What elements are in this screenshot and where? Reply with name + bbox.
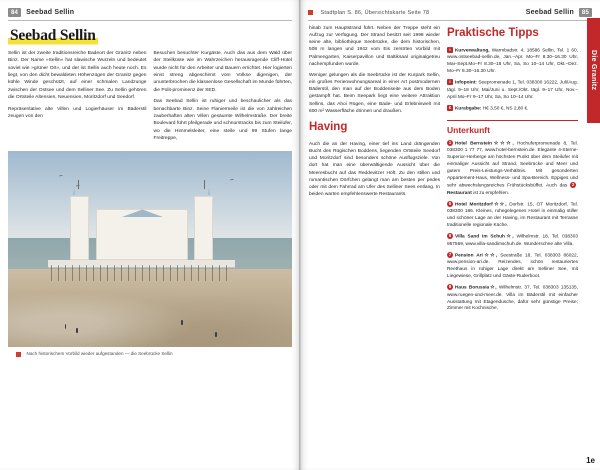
right-column-1 (309, 25, 440, 317)
xref-marker-icon (308, 10, 313, 15)
right-column-2 (447, 25, 578, 317)
list-item (447, 233, 578, 248)
photo-figure (8, 151, 292, 357)
beach-person (76, 328, 78, 333)
left-page-header (8, 5, 292, 21)
pier-tower-right (194, 196, 213, 259)
list-item (447, 140, 578, 198)
paragraph: Auch die an der Having, einer tief ins Land drängenden Bucht des Rügischen Boddens, liegenden Ortsteile Seedorf und Moritzdorf sind besonders schöne Ausflugsziele. Von dort hat man eine überwältigende Aussicht über die Meeresbucht auf das Reddevitzer Höft. Zu den stillen und romantischen Dörfchen gelangt man am besten per pedes oder mit dem Fahrrad am Ufer des Selliner Sees entlang. In beiden warten empfehlenswerte Restaurants. (309, 141, 440, 197)
entry-name: Hotel Moritzdorf☆☆, (455, 202, 507, 208)
list-item (447, 201, 578, 230)
flagpole (78, 180, 79, 189)
map-pin-icon: 8 (448, 284, 452, 290)
photo-caption (16, 351, 284, 357)
paragraph: Weniger gelungen als die Seebrücke ist der Kurpark Sellin, ein großes Ferienwohnungsareal in einer Art postmodernen Bäderstil, den man auf der Boddenseite aus dem Boden gestampft hat. Beim Seepark liegt eine weitere Attraktion Sellins, das Ahoi Rügen, eine Bade- und Erlebniswelt mit 600 m² Wasserfläche drinnen und draußen. (309, 72, 440, 114)
entry-name: Restaurant (447, 190, 472, 196)
corner-number: 1e (586, 456, 595, 465)
map-pin-icon: 5 (448, 201, 452, 207)
pier-pavilion (96, 209, 188, 260)
paragraph: Repräsentative alte Villen und Logierhäuser im Bäderstil zeugen von den (8, 106, 147, 119)
entry-text: Hochuferpromenade 8, Tel. 038300 1 77 77, www.hotel-bernstein.de. Elegante 4-Sterne-Superior-Herberge am höchsten Punkt über dem Steilufer mit einmaliger Aussicht auf Strand, Seebrücke und Meer und gutem Preis-Leistungs-Verhältnis. Mit gesonderten Appartement-Haus, Wellness- und Spa-Bereich. Eppiges und sehr abwechslungsreiches Frühstücksbüffet. Auch das (447, 141, 578, 189)
beach-person (181, 320, 183, 325)
entry-text: Seestraße 18, Tel. 038303 86022, www.pension-ari.de. Reizendes, schön restauriertes Reethaus in ruhiger Lage direkt am Selliner See, mit Liegewiese, Grillplatz und Gäste-Ruderboot. (447, 253, 578, 280)
chapter-tab (587, 18, 600, 123)
entry-text: H€ 3,50 €, NS 2,80 €. (482, 106, 529, 112)
map-pin-icon: 1 (448, 139, 452, 145)
left-running-head: Seebad Sellin (26, 9, 75, 16)
right-running-head: Seebad Sellin (525, 9, 574, 16)
entry-name: Haus Borussia☆, (455, 285, 497, 291)
cross-reference[interactable]: Stadtplan S. 86, Übersichtskarte Seite 78 (320, 9, 430, 16)
left-page-number: 84 (8, 8, 21, 17)
entry-text: Wilhelmstr. 37, Tel. 038303 135135, www.ruegen-und-meer.de. Villa im Bäderstil mit einfacher Ausstattung mit Etagendusche, dafür sehr günstige Preise; Zimmer mit Kochnische, (447, 285, 579, 312)
map-pin-icon: 6 (448, 233, 452, 239)
page-title: Seebad Sellin (10, 27, 96, 44)
list-item (447, 47, 578, 76)
bird-icon (229, 178, 233, 182)
list-item (447, 252, 578, 281)
right-page (300, 0, 600, 470)
left-column-2 (154, 50, 293, 146)
seebruecke-structure (48, 202, 235, 280)
entry-name: Kurverwaltung, (455, 48, 490, 54)
ticket-icon: € (448, 104, 452, 110)
entry-text: Warmbadstr. 4, 18586 Sellin, Tel. 1 60, www.ostseebad-sellin.de, Jan.–Apr. Mo–Fr 8.30–16.30 Uhr, Mai–Sept.Mo–Fr 8.30–18 Uhr, Sa, So 10–14 Uhr, Okt.–Dez. Mo–Fr 8.30–16.30 Uhr. (447, 48, 578, 75)
right-page-header (308, 5, 592, 21)
entry-name: Pension Ari☆☆, (455, 253, 498, 259)
entry-text: Dorfstr. 15, OT Moritzdorf, Tel. 038300 186. Kleines, ruhegelegenes Hotel in einmalig stiller und schöner Lage an der Having, im Restaurant mit Terrasse traditionelle regionale Küche. (447, 202, 578, 229)
paragraph: Das Seebad Sellin ist ruhiger und beschaulicher als das benachbarte Binz. Seine Flaniermeile ist die von zahlreichen zauberhaften alten Villen gesäumte Wilhelmstraße. Der breite Boulevard führt pfeilgerade und schnurstracks bis zum Steilufer, wo die Himmelsleiter, eine steile und 99 Stufen lange Freitreppe, (153, 99, 292, 141)
list-item (447, 284, 578, 313)
pier-photograph (8, 151, 292, 347)
paragraph: Sellin ist der zweite traditionsreiche Badeort der Granitz neben Binz. Der Name »Sellin« hat slawische Wurzeln und bedeutet soviel wie »grüner Ort«, und der ist Sellin auch heute noch. Es liegt, von den dicht bewaldeten Höhenzügen der Granitz gegen kühle Winde geschützt, auf einer schmalen Landzunge zwischen der Ostsee und dem Selliner See. Zu Sellin gehören die Ortsteile Altensien, Neuensien, Moritzdorf und Seedorf. (8, 51, 147, 101)
entry-text: Seepromenade 1, Tel. 038300 16222, Juli/Aug. tägl. 9–18 Uhr, Mai/Juni u. Sept./Okt. tägl. 9–17 Uhr, Nov.–April Mo–Fr 9–17 Uhr, Sa, So 10–14 Uhr. (447, 80, 578, 100)
info-icon: i (447, 47, 453, 53)
pavilion-roof (117, 209, 167, 217)
section-heading-praktische-tipps: Praktische Tipps (447, 27, 539, 39)
corner-page-marker (586, 456, 595, 465)
right-page-body (300, 21, 600, 317)
entry-name: Kurabgabe: (455, 106, 482, 112)
map-pin-icon: 7 (448, 252, 452, 258)
entry-name: Villa Sand im Schuh☆, (455, 234, 514, 240)
caption-text: Nach historischem Vorbild wieder aufgestanden — die Seebrücke Sellin (26, 351, 173, 357)
left-column-1 (8, 50, 147, 146)
right-text-columns (309, 25, 578, 317)
section-heading-unterkunft: Unterkunft (447, 120, 578, 137)
beach-person (215, 332, 217, 337)
chapter-tab-label: Die Granitz (590, 50, 597, 91)
photo-beach (8, 269, 292, 347)
pier-tower-left (70, 196, 89, 259)
entry-name: Infopoint: (455, 80, 477, 86)
list-item (447, 79, 578, 101)
pier-pilings (51, 265, 231, 281)
info-icon: i (447, 79, 453, 85)
flagpole (204, 180, 205, 189)
paragraph: hinab zum Hauptstrand führt. Neben der Treppe steht ein Aufzug zur Verfügung. Der Strand besitzt seit 1998 wieder seine alte, bibliothèque Seebrücke, die dem historischen, 508 m langen und 1942 vom Eis zerstrten Vorbild mit Palmengarten, Kaiserpavillon und Baltiksaal originalgetreu nachempfunden wurde. (309, 26, 440, 67)
entry-name: Hotel Bernstein☆☆☆, (455, 141, 514, 147)
section-heading-having: Having (309, 120, 348, 133)
entry-text: Wilhelmstr. 18, Tel. 038303 957569, www.villa-sandimschuh.de. Wunderschne alte Villa. (447, 234, 578, 247)
right-page-number: 85 (579, 8, 592, 17)
entry-text: ist zu empfehlen. (473, 190, 510, 196)
map-pin-icon: 2 (571, 182, 575, 188)
left-text-columns (8, 50, 292, 146)
caption-marker-icon (16, 352, 21, 357)
paragraph: Besuchen besuchter Kurgäste. Auch das aus dem Wald über der Steilküste wie im Wahrzeichen herausragende Cliff-Hotel wurde nicht für den Arbeiter und Bauern errichtet. Hier logierten einst streng abgeschirmt vom Volkse digenigen, der ununterbrochen die klassenlose Gesellschaft im Munde führten, die Polit-prominenz der SED. (153, 51, 292, 93)
list-item (447, 105, 578, 113)
book-gutter (299, 0, 301, 470)
left-page-body (0, 21, 300, 146)
